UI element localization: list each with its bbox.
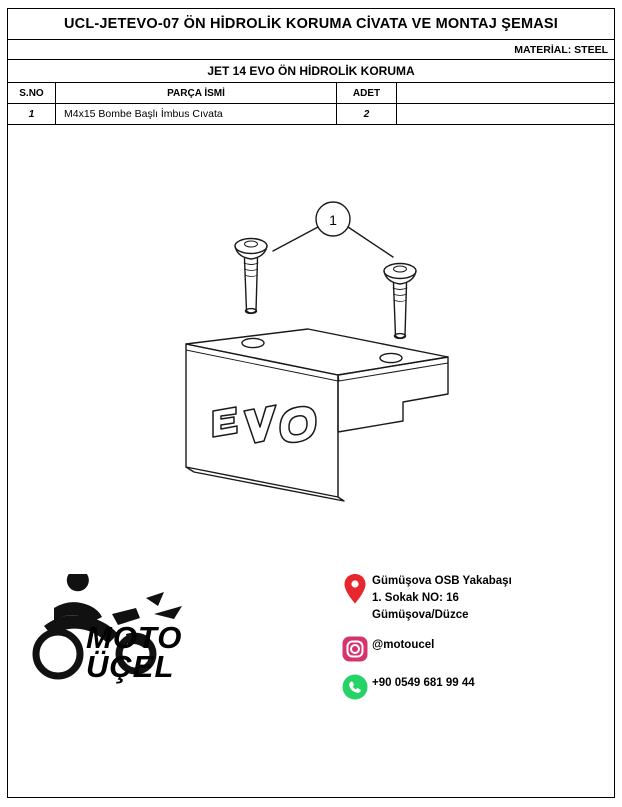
cell-adet: 2 bbox=[337, 104, 397, 124]
material-row bbox=[8, 40, 614, 60]
drawing-svg bbox=[8, 159, 614, 559]
logo-swoosh-2 bbox=[154, 606, 182, 619]
page-title: UCL-JETEVO-07 ÖN HİDROLİK KORUMA CİVATA VE MONTAJ ŞEMASI bbox=[63, 16, 559, 32]
document-page bbox=[7, 8, 615, 798]
contact-instagram[interactable] bbox=[338, 636, 608, 662]
bolt-left bbox=[235, 239, 267, 314]
logo-swoosh bbox=[146, 592, 164, 606]
bolt-right bbox=[384, 264, 416, 339]
column-header-sno: S.NO bbox=[8, 83, 56, 103]
callout-number: 1 bbox=[329, 212, 337, 228]
evo-emboss bbox=[213, 405, 316, 443]
leader-line-right bbox=[348, 227, 393, 257]
address-line-3: Gümüşova/Düzce bbox=[372, 609, 469, 621]
contact-phone[interactable] bbox=[338, 674, 608, 700]
column-header-adet: ADET bbox=[337, 83, 397, 103]
column-header-blank bbox=[397, 83, 614, 103]
leader-line-left bbox=[273, 227, 318, 251]
instagram-icon[interactable] bbox=[338, 636, 372, 662]
logo-line-2: ÜÇEL bbox=[86, 649, 175, 684]
address-line-1: Gümüşova OSB Yakabaşı bbox=[372, 575, 512, 587]
cell-sno: 1 bbox=[8, 104, 56, 124]
table-row bbox=[8, 104, 614, 125]
footer bbox=[8, 564, 614, 754]
address-text bbox=[372, 572, 512, 624]
contact-block bbox=[338, 572, 608, 712]
logo-wordmark bbox=[86, 622, 182, 682]
cell-blank bbox=[397, 104, 614, 124]
phone-number[interactable]: +90 0549 681 99 44 bbox=[372, 677, 475, 689]
page-subtitle: JET 14 EVO ÖN HİDROLİK KORUMA bbox=[207, 64, 415, 78]
company-logo bbox=[26, 574, 246, 694]
material-label: MATERİAL: STEEL bbox=[514, 43, 608, 56]
subtitle-row bbox=[8, 60, 614, 83]
mounting-hole-right bbox=[380, 353, 402, 362]
location-pin-icon bbox=[338, 574, 372, 604]
wheel-rear bbox=[36, 632, 80, 676]
contact-address bbox=[338, 572, 608, 624]
logo-line-1: MOTO bbox=[86, 620, 183, 655]
header-table bbox=[8, 9, 614, 125]
cell-name: M4x15 Bombe Başlı İmbus Cıvata bbox=[56, 104, 337, 124]
guard-part bbox=[186, 329, 448, 501]
mounting-hole-left bbox=[242, 338, 264, 347]
title-row bbox=[8, 9, 614, 40]
technical-drawing bbox=[8, 159, 614, 559]
whatsapp-icon[interactable] bbox=[338, 674, 372, 700]
instagram-handle[interactable]: @motoucel bbox=[372, 639, 435, 651]
address-line-2: 1. Sokak NO: 16 bbox=[372, 592, 459, 604]
column-header-name: PARÇA İSMİ bbox=[56, 83, 337, 103]
table-header-row bbox=[8, 83, 614, 104]
